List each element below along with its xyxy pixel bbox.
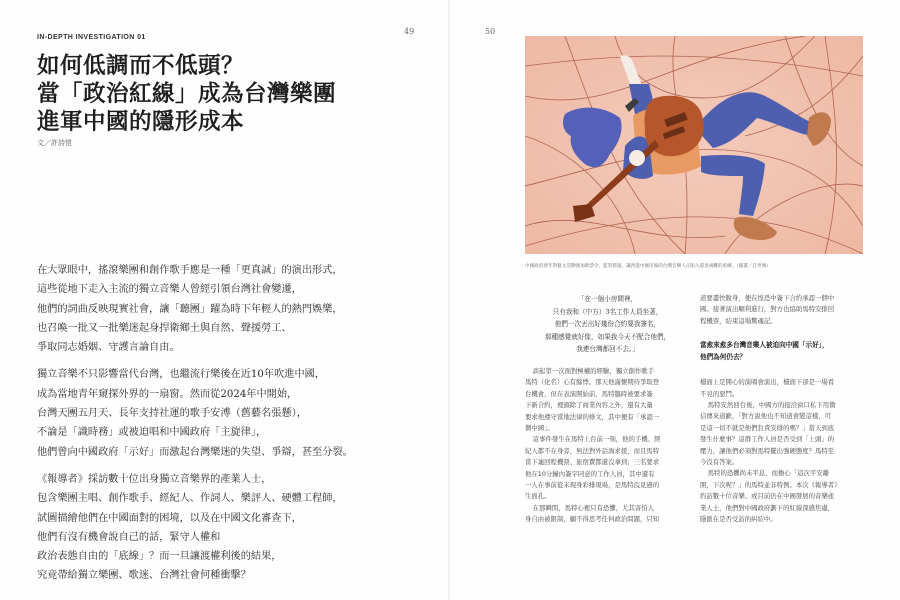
illustration-caption: 中國政府逐年對藝文活動強加新禁令、監管措施，讓西進中國市場的台灣音樂人正陷入還退兩難的束縛。（插畫／江世瑀） [525,264,771,269]
text-line: 馬特（化名）心有餘悸。那天他滿懷期待爭取登 [525,378,660,387]
text-line: 政治表態自由的「底線」？而一旦讓渡權利後的結果， [37,551,282,563]
text-line: 包含樂團主唱、創作歌手、經紀人、作詞人、樂評人、硬體工程師， [37,493,343,505]
headline-line: 如何低調而不低頭？ [37,53,245,79]
guitarist-illustration-icon [525,36,863,254]
body-column-1 [525,293,690,526]
body-column-2 [700,293,865,526]
headline-line: 進軍中國的隱形成本 [37,109,245,135]
text-line: 獨立音樂不只影響當代台灣，也繼流行樂後在近10年吹進中國， [37,369,326,381]
quote-line: 「在一個小房間裡， [577,295,638,303]
text-line: 道要盡快脫身，便在惶恐中簽下合約承認一個中 [700,294,835,302]
article-headline [37,52,337,136]
text-line: 這事件發生在馬特上台前一刻，他的手機、經 [532,435,661,444]
text-line: 個中國」。 [525,424,554,432]
text-line: 不論是「識時務」或被迫唱和中國政府「主旋律」， [37,427,267,439]
quote-line: 只有我和（中方）3名工作人員坐著， [552,307,663,316]
text-line: 生面孔。 [525,492,551,501]
text-line: 檯面上是開心的演唱會演出，檯面下卻是一場看 [700,378,835,387]
text-line: 台灣天團五月天、長年支持社運的歌手安溥（舊藝名張懸）， [37,408,307,420]
text-line: 下新合約，裡頭除了商業內容之外，還有大量 [525,401,653,410]
text-line: 身自由被限制，顧不得思考任何政治問題，只知 [525,515,660,524]
text-line: 要求他遵守當地法律的條文，其中便有「承認一 [525,412,660,421]
text-line: 信傳來道歉，「對方說他也不知道會變這樣，可 [700,412,832,421]
text-line: 是這一切不就是他們負責安排的嗎？」當天到底 [700,423,835,432]
body-paragraph [525,503,690,526]
text-line: 他們的詞曲反映現實社會，讓「聽團」躍為時下年輕人的熱門娛樂， [37,303,343,315]
text-line: 試圖描繪他們在中國面對的困境，以及在中國文化審查下， [37,512,302,524]
text-line: 發生什麼事？這群工作人員是否受到「上頭」的 [700,435,835,444]
intro-paragraph [37,365,377,461]
page-number-right: 50 [485,27,496,36]
text-line: 在那瞬間，馬特心裡只有恐懼，尤其害怕人 [532,503,655,512]
body-paragraph [700,400,865,468]
headline-line: 當「政治紅線」成為台灣樂團 [37,81,337,107]
text-line: 今沒有答案。 [700,458,739,467]
intro-paragraph [37,470,377,586]
body-paragraph [700,293,865,327]
text-line: 開，下次呢？」的馬特並非特例。本次《報導者》 [700,480,841,489]
text-line: 馬特安然回台後，中國方的接洽窗口私下用微 [707,401,836,410]
text-line: 紀人都不在身旁，無法對外話詢求援，而且馬特 [525,446,660,455]
intro-paragraph [37,261,377,357]
text-line: 約訪數十位音樂、或目前仍在中國發展的音樂產 [700,492,835,501]
text-line: 《報導者》採訪數十位出身獨立音樂界的產業人士， [37,473,272,485]
quote-line: 那種感覺就好像，如果我今天不配合他們， [544,332,671,341]
text-line: 台機會，但在表演開始前，馬特臨時被要求簽 [525,389,653,398]
text-line: 隱匿在是否受訪的糾結中。 [700,515,777,524]
text-line: 不見的惡鬥。 [700,389,739,398]
text-line: 壓力，讓他們必須對馬特擺出強硬態度？馬特至 [700,446,835,455]
section-subhead [700,339,865,363]
quote-line: 我連台灣都回不去。」 [576,345,639,354]
subhead-line: 他們為何仍去？ [700,353,747,362]
text-line: 爭取同志婚姻、守護言論自由。 [37,342,180,354]
body-paragraph [700,377,865,400]
page-number-left: 49 [404,27,415,36]
text-line: 當下連回程機票、旅宿費都還沒拿到；三名要求 [525,458,660,467]
text-line: 他們有沒有機會說自己的話，緊守人權和 [37,531,221,543]
quote-line: 他們一次丟出好幾份合約要我簽名， [554,320,661,329]
text-line: 談起第一次面對極權的經驗，獨立創作歌手 [532,366,655,375]
text-line: 這些從地下走入主流的獨立音樂人曾經引領台灣社會變遷， [37,284,302,296]
body-paragraph [525,366,690,434]
body-paragraph [700,468,865,525]
pull-quote [525,293,690,356]
article-illustration [525,36,863,254]
text-line: 成為當地青年窺探外界的一扇窗。然而從2024年中開始， [37,388,298,400]
text-line: 一人在事前從未現身彩排現場，是馬特沒見過的 [525,481,660,490]
intro-text [37,261,377,594]
subhead-line: 當愈來愈多台灣音樂人被迫向中國「示好」， [700,341,829,350]
text-line: 馬特的恐懼尚未平息，而擔心「這次平安離 [707,469,830,478]
text-line: 他們曾向中國政府「示好」而激起台灣樂迷的失望、爭辯，甚至分裂。 [37,446,353,458]
byline: 文／許詩愷 [37,139,72,147]
text-line: 國。接著演出順利進行，對方也協助馬特安排回 [700,305,835,314]
text-line: 他在10分鐘內簽字同意的工作人員，其中還有 [525,469,655,478]
text-line: 也召喚一批又一批樂迷起身捍衛鄉土與自然、聲援勞工、 [37,322,292,334]
section-kicker: IN-DEPTH INVESTIGATION 01 [37,34,146,41]
text-line: 究竟帶給獨立樂團、歌迷、台灣社會何種衝擊？ [37,570,251,582]
text-line: 業人士，他們對中國政府劃下的紅線深感焦慮， [700,503,835,512]
body-paragraph [525,434,690,502]
text-line: 程機票，結束這場驚魂記。 [700,316,777,325]
text-line: 在大眾眼中，搖滾樂團和創作歌手應是一種「更真誠」的演出形式， [37,265,343,276]
